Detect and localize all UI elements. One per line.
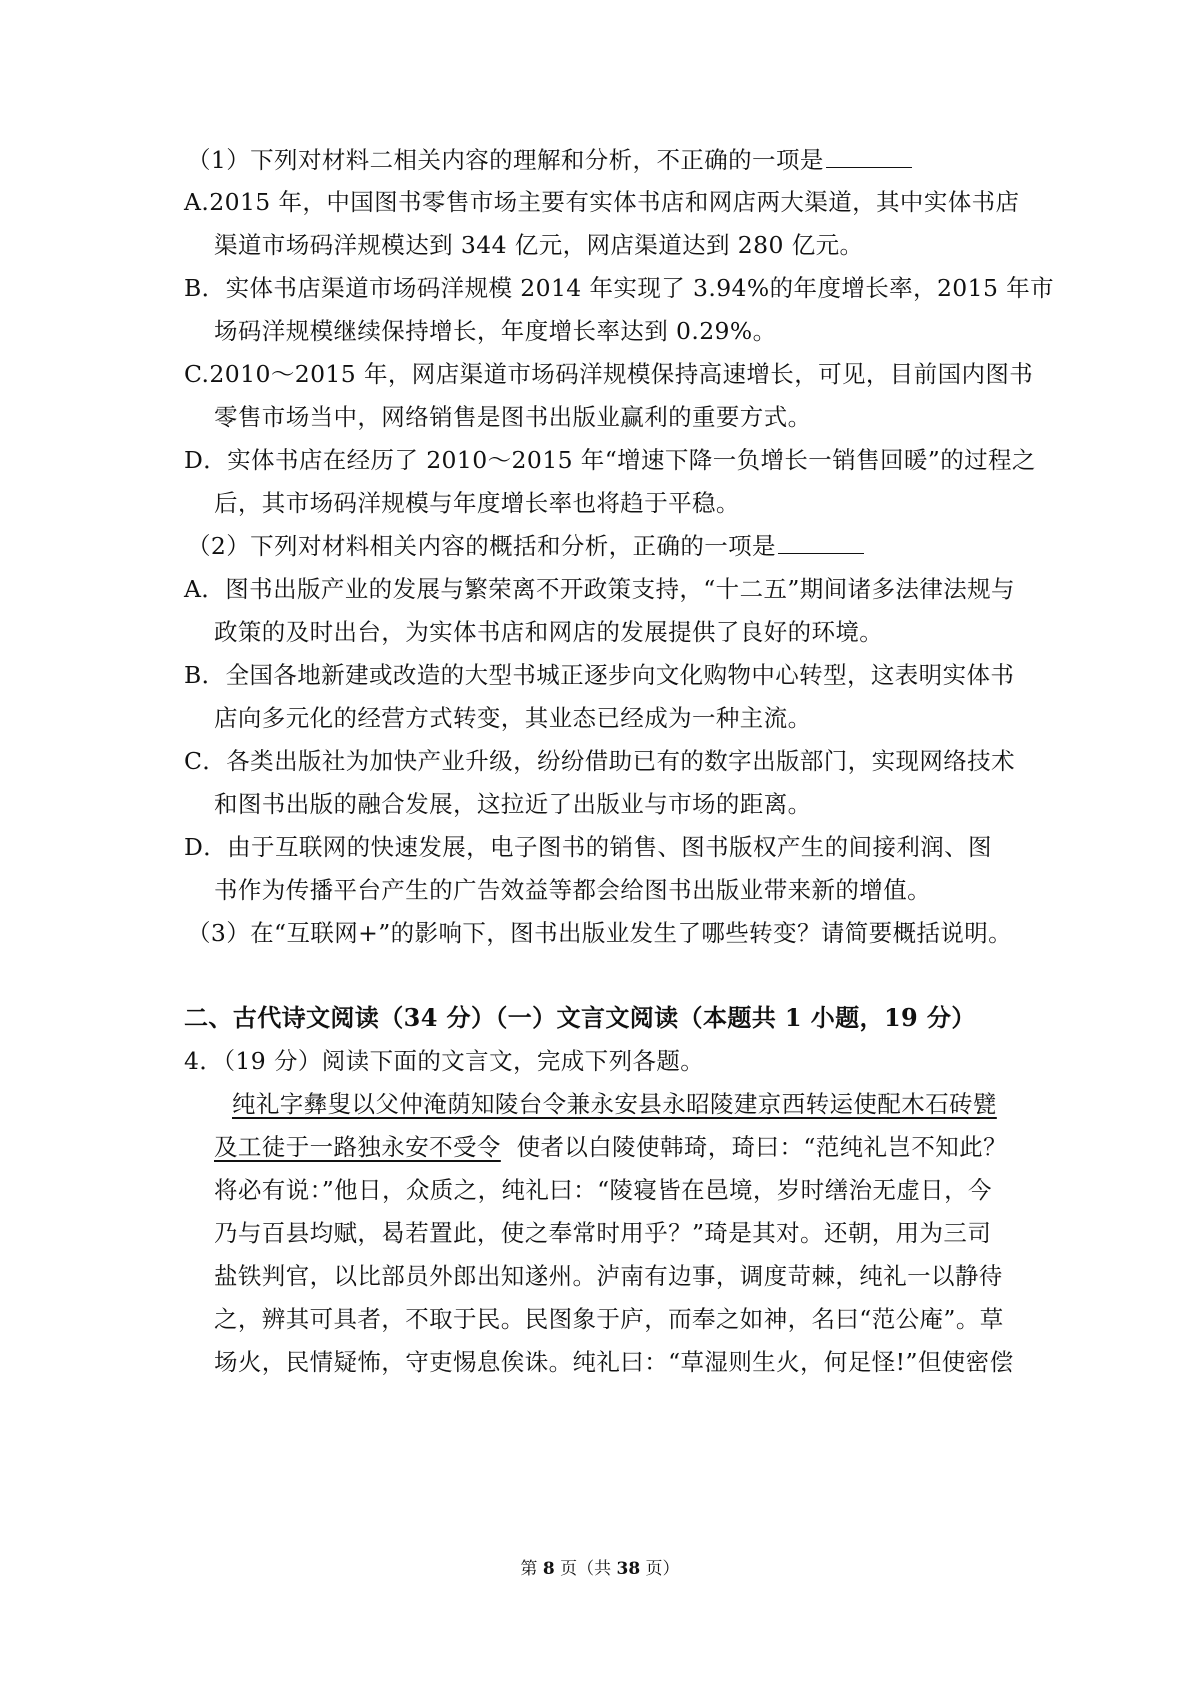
q1-option-b-line2: 场码洋规模继续保持增长，年度增长率达到 0.29%。 bbox=[214, 317, 777, 345]
q2-option-c-line1: C．各类出版社为加快产业升级，纷纷借助已有的数字出版部门，实现网络技术 bbox=[184, 747, 1015, 775]
q1-option-d-line2: 后，其市场码洋规模与年度增长率也将趋于平稳。 bbox=[214, 489, 740, 517]
passage-line-2 bbox=[214, 1131, 1007, 1163]
passage-line-7: 场火，民情疑怖，守吏惕息俟诛。纯礼曰：“草湿则生火，何足怪!”但使密偿 bbox=[214, 1348, 1014, 1376]
q1-option-a-line2: 渠道市场码洋规模达到 344 亿元，网店渠道达到 280 亿元。 bbox=[214, 231, 864, 259]
passage-line-2-rest: 使者以白陵使韩琦，琦曰：“范纯礼岂不知此？ bbox=[516, 1133, 1007, 1161]
q1-stem-text: （1）下列对材料二相关内容的理解和分析，不正确的一项是 bbox=[187, 146, 824, 174]
q2-option-b-line2: 店向多元化的经营方式转变，其业态已经成为一种主流。 bbox=[214, 704, 812, 732]
footer-post: 页） bbox=[640, 1559, 680, 1579]
answer-blank bbox=[778, 531, 864, 554]
q1-option-b-line1: B．实体书店渠道市场码洋规模 2014 年实现了 3.94%的年度增长率，2015 年市 bbox=[184, 274, 1055, 302]
q2-option-d-line1: D．由于互联网的快速发展，电子图书的销售、图书版权产生的间接利润、图 bbox=[184, 833, 992, 861]
q2-option-b-line1: B．全国各地新建或改造的大型书城正逐步向文化购物中心转型，这表明实体书 bbox=[184, 661, 1015, 689]
passage-line-4: 乃与百县均赋，曷若置此，使之奉常时用乎？”琦是其对。还朝，用为三司 bbox=[214, 1219, 992, 1247]
q1-option-c-line2: 零售市场当中，网络销售是图书出版业赢利的重要方式。 bbox=[214, 403, 812, 431]
footer-mid: 页（共 bbox=[554, 1559, 617, 1579]
q2-option-d-line2: 书作为传播平台产生的广告效益等都会给图书出版业带来新的增值。 bbox=[214, 876, 931, 904]
q1-option-a-line1: A.2015 年，中国图书零售市场主要有实体书店和网店两大渠道，其中实体书店 bbox=[184, 188, 1020, 216]
passage-underlined-segment: 及工徒于一路独永安不受令 bbox=[214, 1133, 501, 1161]
q2-option-a-line2: 政策的及时出台，为实体书店和网店的发展提供了良好的环境。 bbox=[214, 618, 884, 646]
passage-line-1: 纯礼字彝叟以父仲淹荫知陵台令兼永安县永昭陵建京西转运使配木石砖甓 bbox=[232, 1090, 997, 1118]
q3-stem: （3）在“互联网+”的影响下，图书出版业发生了哪些转变？请简要概括说明。 bbox=[187, 919, 1013, 947]
footer-pre: 第 bbox=[520, 1559, 543, 1579]
q1-stem bbox=[187, 144, 912, 176]
passage-line-3: 将必有说：”他日，众质之，纯礼曰：“陵寝皆在邑境，岁时缮治无虚日，今 bbox=[214, 1176, 992, 1204]
footer-total-pages: 38 bbox=[616, 1559, 641, 1579]
q1-option-c-line1: C.2010～2015 年，网店渠道市场码洋规模保持高速增长，可见，目前国内图书 bbox=[184, 360, 1034, 388]
q2-stem-text: （2）下列对材料相关内容的概括和分析，正确的一项是 bbox=[187, 532, 776, 560]
q2-option-c-line2: 和图书出版的融合发展，这拉近了出版业与市场的距离。 bbox=[214, 790, 812, 818]
q1-option-d-line1: D．实体书店在经历了 2010～2015 年“增速下降一负增长一销售回暖”的过程之 bbox=[184, 446, 1036, 474]
passage-line-5: 盐铁判官，以比部员外郎出知遂州。泸南有边事，调度苛棘，纯礼一以静待 bbox=[214, 1262, 1003, 1290]
footer-page-number: 8 bbox=[542, 1559, 555, 1579]
page-footer bbox=[0, 1557, 1200, 1581]
q4-stem: 4．（19 分）阅读下面的文言文，完成下列各题。 bbox=[184, 1047, 705, 1075]
answer-blank bbox=[826, 145, 912, 168]
q2-option-a-line1: A．图书出版产业的发展与繁荣离不开政策支持，“十二五”期间诸多法律法规与 bbox=[184, 575, 1015, 603]
passage-line-6: 之，辨其可具者，不取于民。民图象于庐，而奉之如神，名曰“范公庵”。草 bbox=[214, 1305, 1004, 1333]
q2-stem bbox=[187, 530, 864, 562]
section-heading: 二、古代诗文阅读（34 分）（一）文言文阅读（本题共 1 小题，19 分） bbox=[184, 1003, 976, 1032]
